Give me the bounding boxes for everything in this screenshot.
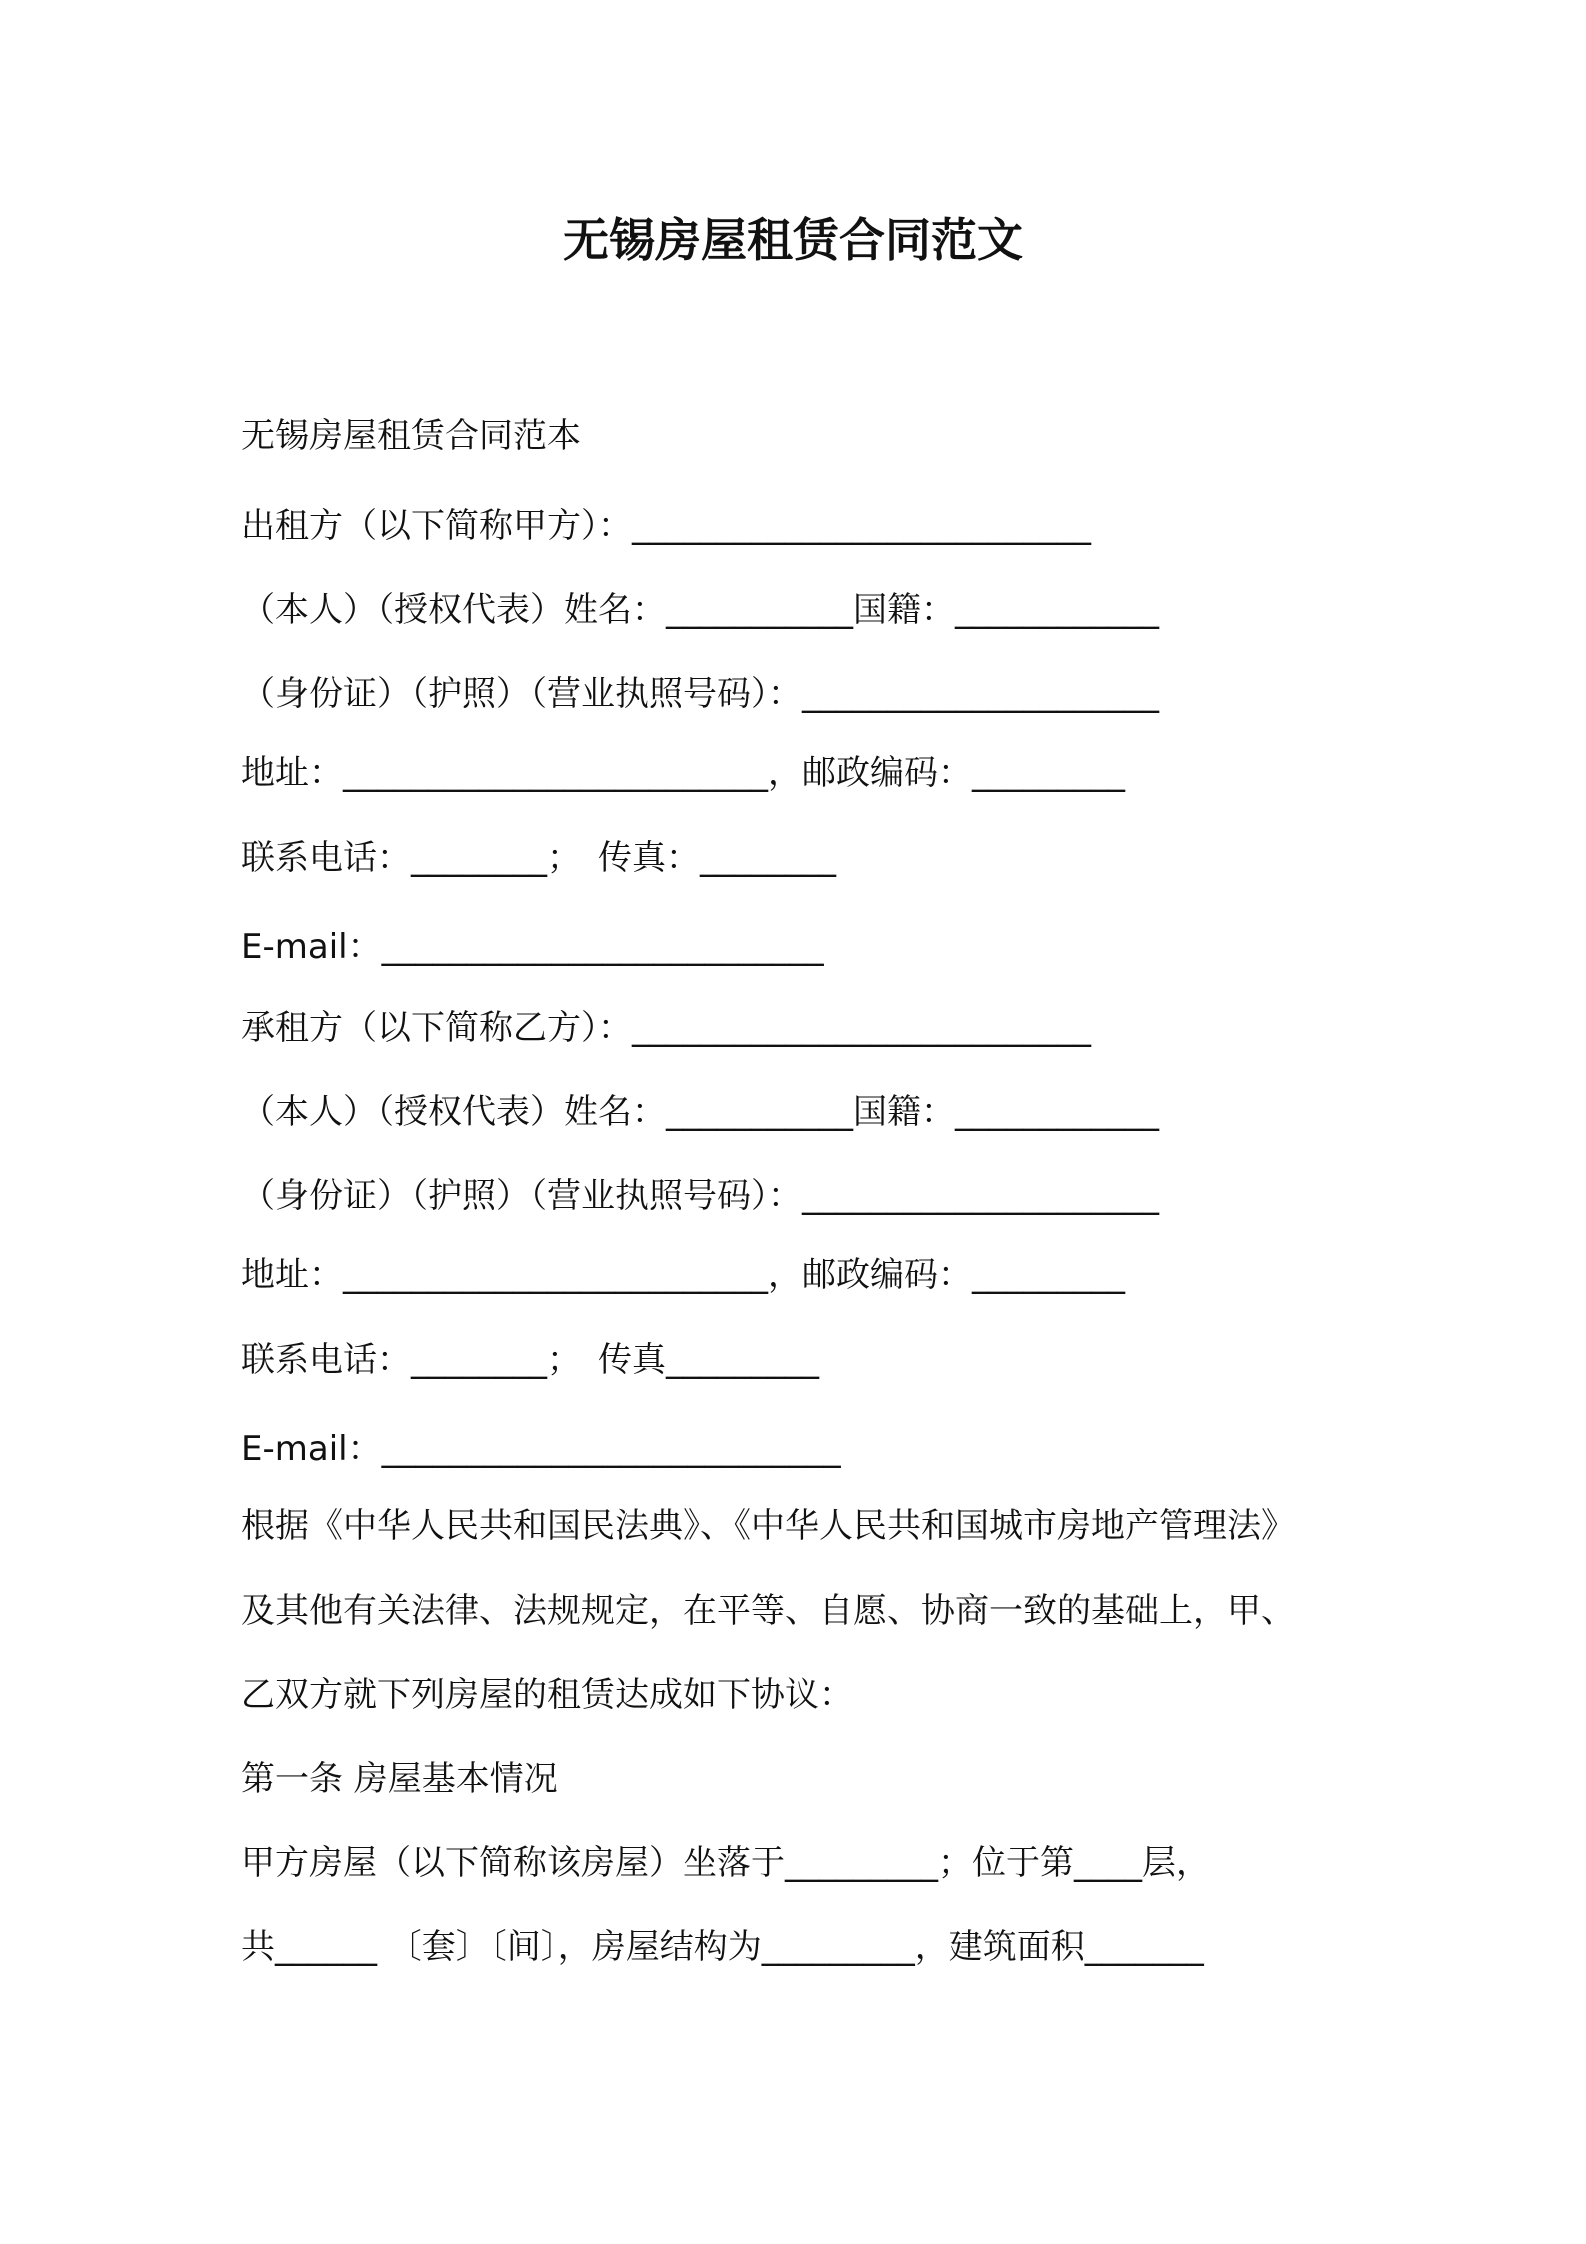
lessee-line: 承租方（以下简称乙方）：___________________________	[241, 1008, 1091, 1048]
article-1-line-2: 共______ 〔套〕〔间〕，房屋结构为_________，建筑面积_______	[241, 1927, 1204, 1967]
lessor-address-line: 地址：_________________________，邮政编码：_________	[241, 753, 1125, 793]
lessee-address-line: 地址：_________________________，邮政编码：_________	[241, 1255, 1125, 1295]
basis-paragraph-line-3: 乙双方就下列房屋的租赁达成如下协议：	[241, 1675, 853, 1715]
document-title: 无锡房屋租赁合同范文	[563, 213, 1023, 267]
lessee-name-nationality-line: （本人）（授权代表）姓名：___________国籍：____________	[241, 1092, 1159, 1132]
basis-paragraph-line-1: 根据《中华人民共和国民法典》、《中华人民共和国城市房地产管理法》	[241, 1506, 1295, 1546]
lessor-id-line: （身份证）（护照）（营业执照号码）：_____________________	[241, 674, 1159, 714]
lessor-phone-fax-line: 联系电话：________； 传真：________	[241, 838, 836, 878]
basis-paragraph-line-2: 及其他有关法律、法规规定，在平等、自愿、协商一致的基础上，甲、	[241, 1591, 1295, 1631]
article-1-line-1: 甲方房屋（以下简称该房屋）坐落于_________；位于第____层，	[241, 1843, 1210, 1883]
lessee-id-line: （身份证）（护照）（营业执照号码）：_____________________	[241, 1176, 1159, 1216]
lessee-email-line: E-mail：___________________________	[241, 1429, 841, 1469]
lessor-line: 出租方（以下简称甲方）：___________________________	[241, 506, 1091, 546]
lessor-name-nationality-line: （本人）（授权代表）姓名：___________国籍：____________	[241, 590, 1159, 630]
subtitle-line: 无锡房屋租赁合同范本	[241, 416, 581, 456]
lessor-email-line: E-mail：__________________________	[241, 927, 824, 967]
article-1-heading: 第一条 房屋基本情况	[241, 1759, 558, 1799]
lessee-phone-fax-line: 联系电话：________； 传真_________	[241, 1340, 819, 1380]
